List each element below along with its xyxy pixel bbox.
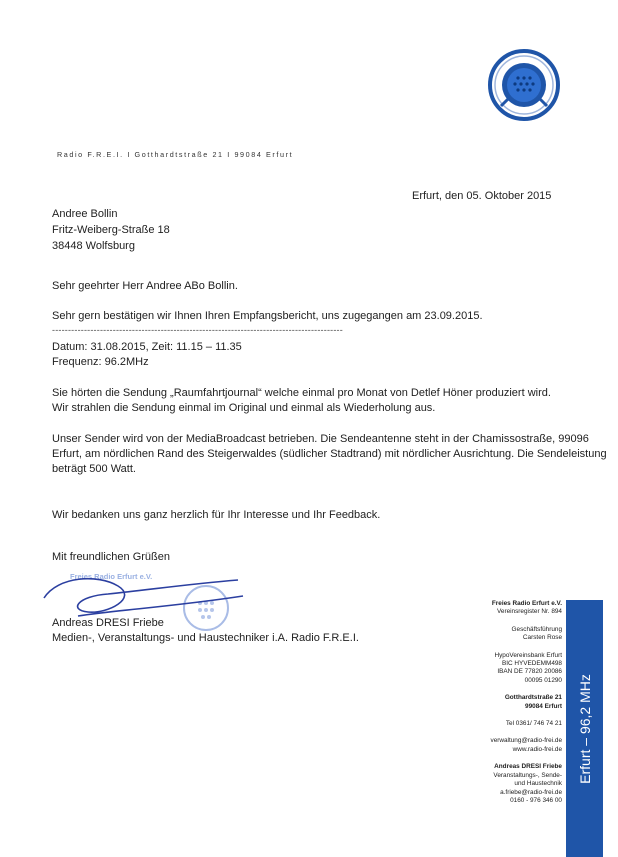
sidebar-email: verwaltung@radio-frei.de <box>490 737 562 745</box>
closing-text: Mit freundlichen Grüßen <box>52 551 170 563</box>
sidebar-phone: Tel 0361/ 746 74 21 <box>505 720 562 728</box>
paragraph-line: Unser Sender wird von der MediaBroadcast betrieben. Die Sendeantenne steht in der Chamissostraße, 99096 <box>52 433 589 445</box>
sidebar-bic: BIC HYVEDEMM498 <box>501 660 562 668</box>
sidebar-contact-role: Veranstaltungs-, Sende- <box>493 771 562 779</box>
sidebar-contact-email: a.friebe@radio-frei.de <box>500 788 562 796</box>
letterhead-sender-line: Radio F.R.E.I. I Gotthardtstraße 21 I 99084 Erfurt <box>57 150 294 159</box>
brand-bar <box>566 600 603 857</box>
reception-date: Datum: 31.08.2015, Zeit: 11.15 – 11.35 <box>52 341 242 353</box>
sidebar-manager: Carsten Rose <box>522 634 562 642</box>
transmitter-paragraph <box>52 432 607 477</box>
recipient-address <box>52 206 170 254</box>
sidebar-iban: IBAN DE 77820 20086 <box>497 668 562 676</box>
radio-logo <box>487 48 561 122</box>
signer-name: Andreas DRESI Friebe <box>52 617 164 629</box>
sidebar-contact-role: und Haustechnik <box>514 780 562 788</box>
paragraph-line: Wir strahlen die Sendung einmal im Original und einmal als Wiederholung aus. <box>52 402 436 414</box>
recipient-city: 38448 Wolfsburg <box>52 240 135 252</box>
recipient-name: Andree Bollin <box>52 208 118 220</box>
sidebar-bank: HypoVereinsbank Erfurt <box>494 651 562 659</box>
sidebar-web: www.radio-frei.de <box>512 745 562 753</box>
recipient-street: Fritz-Weiberg-Straße 18 <box>52 224 170 236</box>
sidebar-register: Vereinsregister Nr. 894 <box>496 608 562 616</box>
sidebar-org-name: Freies Radio Erfurt e.V. <box>491 600 562 607</box>
confirmation-text: Sehr gern bestätigen wir Ihnen Ihren Empfangsbericht, uns zugegangen am 23.09.2015. <box>52 310 483 322</box>
signer-role: Medien-, Veranstaltungs- und Haustechniker i.A. Radio F.R.E.I. <box>52 632 359 644</box>
reception-details <box>52 340 242 370</box>
paragraph-line: Sie hörten die Sendung „Raumfahrtjournal“ welche einmal pro Monat von Detlef Höner produziert wird. <box>52 387 551 399</box>
thanks-text: Wir bedanken uns ganz herzlich für Ihr Interesse und Ihr Feedback. <box>52 509 381 521</box>
sidebar-management-label: Geschäftsführung <box>511 625 562 633</box>
reception-frequency: Frequenz: 96.2MHz <box>52 356 149 368</box>
sidebar-contact-info <box>470 600 562 814</box>
sidebar-street: Gotthardtstraße 21 <box>504 694 562 702</box>
sidebar-iban: 00095 01290 <box>524 676 562 684</box>
separator-line: ------------------------------------------------------------------------------------------- <box>52 325 343 335</box>
paragraph-line: beträgt 500 Watt. <box>52 463 136 475</box>
radio-free-logo-icon <box>487 48 561 122</box>
salutation: Sehr geehrter Herr Andree ABo Bollin. <box>52 280 238 292</box>
paragraph-line: Erfurt, am nördlichen Rand des Steigerwaldes (südlicher Stadtrand) mit nördlicher Ausrichtung. Die Sendeleistung <box>52 448 607 460</box>
sidebar-city: 99084 Erfurt <box>525 702 562 710</box>
program-paragraph <box>52 386 551 416</box>
signer-block <box>52 616 359 646</box>
letter-date: Erfurt, den 05. Oktober 2015 <box>412 190 552 202</box>
sidebar-contact-name: Andreas DRESI Friebe <box>494 763 562 771</box>
sidebar-contact-phone: 0160 - 976 346 00 <box>510 796 562 804</box>
brand-bar-label: Erfurt – 96,2 MHz <box>576 673 593 784</box>
stamp-text: Freies Radio Erfurt e.V. <box>70 572 153 581</box>
